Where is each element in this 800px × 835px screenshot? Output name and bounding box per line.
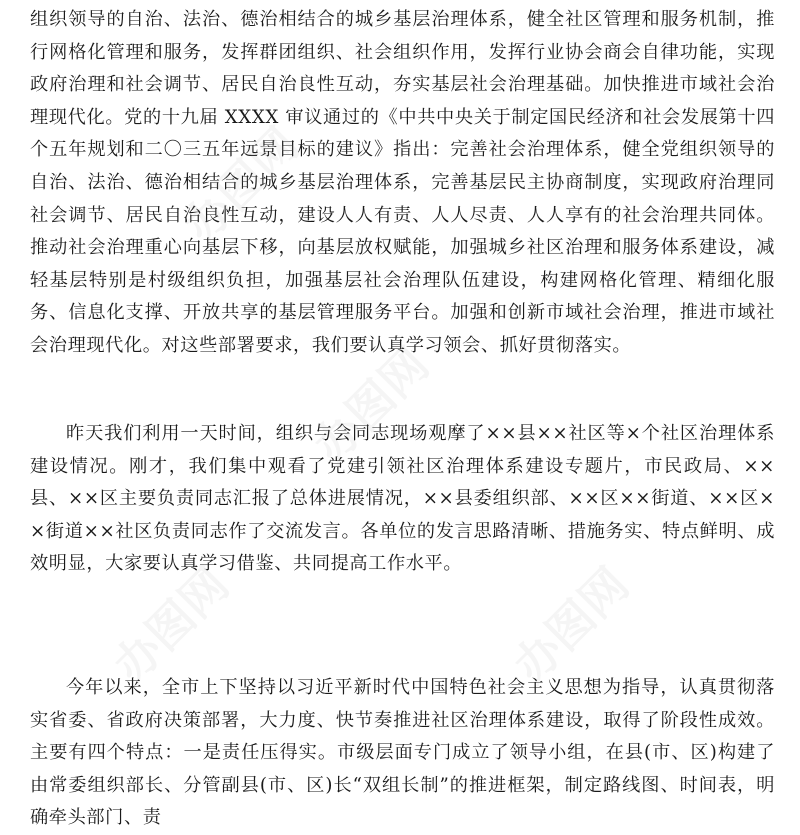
watermark: 办图网 (503, 557, 640, 694)
watermark: 办图网 (103, 557, 240, 694)
watermark: 办图网 (303, 337, 440, 474)
watermark: 办图网 (173, 117, 310, 254)
paragraph-3: 今年以来，全市上下坚持以习近平新时代中国特色社会主义思想为指导，认真贯彻落实省委、省政府决策部署，大力度、快节奏推进社区治理体系建设，取得了阶段性成效。主要有四个特点：一是责任压得实。市级层面专门成立了领导小组，在县(市、区)构建了由常委组织部长、分管副县(市、区)长“双组长制”的推进框架，制定路线图、时间表，明确牵头部门、责 (30, 677, 775, 829)
paragraph-1: 组织领导的自治、法治、德治相结合的城乡基层治理体系，健全社区管理和服务机制，推行网格化管理和服务，发挥群团组织、社会组织作用，发挥行业协会商会自律功能，实现政府治理和社会调节、居民自治良性互动，夯实基层社会治理基础。加快推进市域社会治理现代化。党的十九届 XXXX 审议通过的《中共中央关于制定国民经济和社会发展第十四个五年规划和二〇三五年远景目标的建议》指出：完善社会治理体系，健全党组织领导的自治、法治、德治相结合的城乡基层治理体系，完善基层民主协商制度，实现政府治理同社会调节、居民自治良性互动，建设人人有责、人人尽责、人人享有的社会治理共同体。推动社会治理重心向基层下移，向基层放权赋能，加强城乡社区治理和服务体系建设，减轻基层特别是村级组织负担，加强基层社会治理队伍建设，构建网格化管理、精细化服务、信息化支撑、开放共享的基层管理服务平台。加强和创新市域社会治理，推进市域社会治理现代化。对这些部署要求，我们要认真学习领会、抓好贯彻落实。 (30, 9, 775, 356)
paragraph-2: 昨天我们利用一天时间，组织与会同志现场观摩了××县××社区等×个社区治理体系建设情况。刚才，我们集中观看了党建引领社区治理体系建设专题片，市民政局、××县、××区主要负责同志汇报了总体进展情况，××县委组织部、××区××街道、××区××街道××社区负责同志作了交流发言。各单位的发言思路清晰、措施务实、特点鲜明、成效明显，大家要认真学习借鉴、共同提高工作水平。 (30, 423, 775, 575)
